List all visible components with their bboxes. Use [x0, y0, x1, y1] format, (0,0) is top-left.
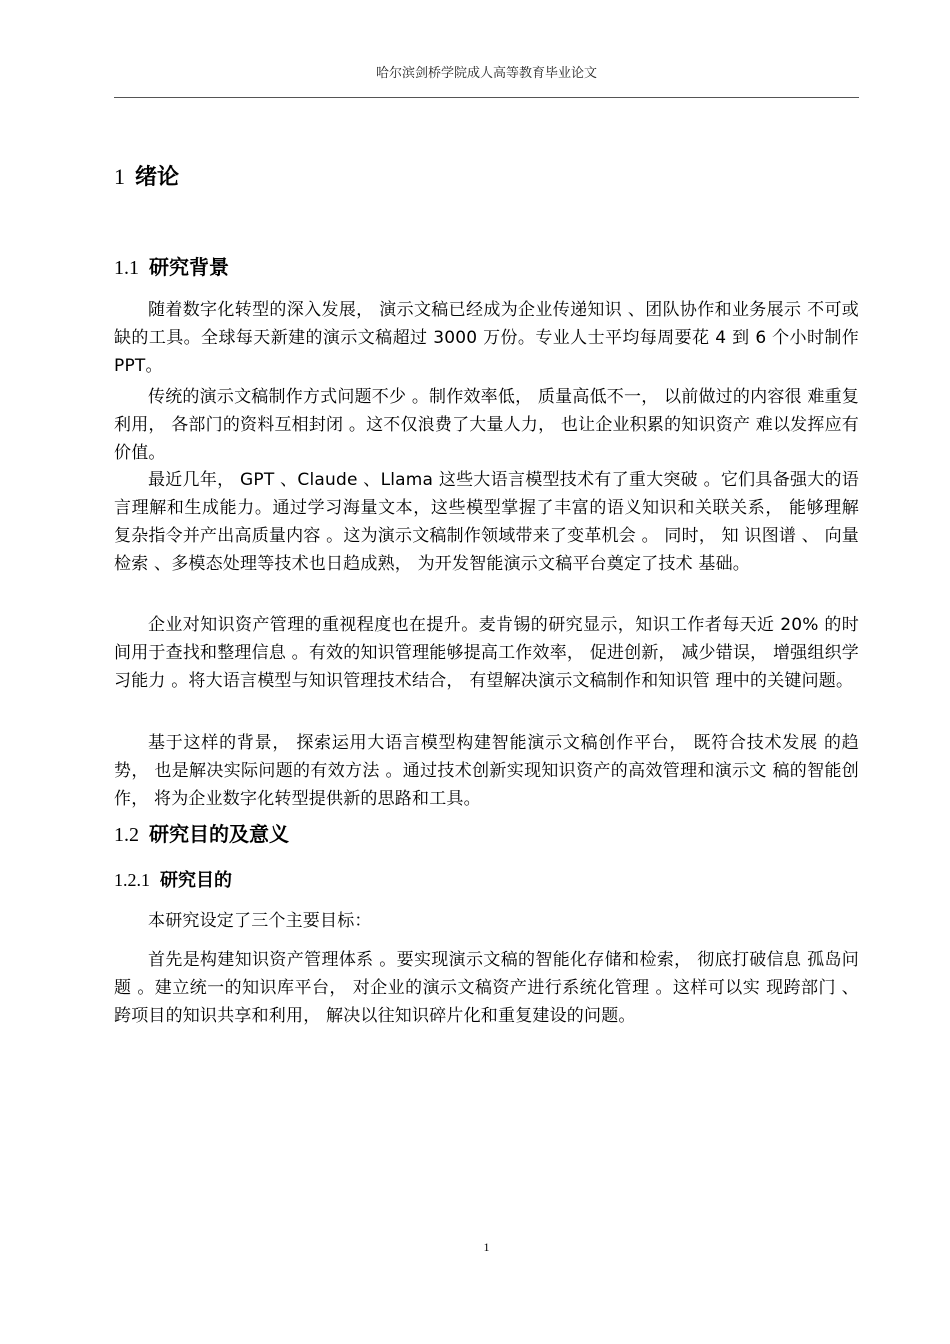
page-number: 1 [483, 1240, 490, 1254]
section-title: 研究背景 [149, 255, 229, 279]
subsection-number: 1.2.1 [114, 870, 150, 890]
paragraph: 传统的演示文稿制作方式问题不少 。制作效率低， 质量高低不一， 以前做过的内容很 难重复利用， 各部门的资料互相封闭 。这不仅浪费了大量人力， 也让企业积累的知识资产 难以发挥应有价值。 [114, 387, 859, 463]
section-number: 1.2 [114, 824, 139, 846]
paragraph: 本研究设定了三个主要目标： [148, 911, 372, 931]
subsection-title: 研究目的 [160, 870, 232, 891]
paragraph: 随着数字化转型的深入发展， 演示文稿已经成为企业传递知识 、团队协作和业务展示 不可或缺的工具。全球每天新建的演示文稿超过 3000 万份。专业人士平均每周要花 4 到 6 个小时制作 PPT。 [114, 300, 859, 376]
section-number: 1.1 [114, 257, 139, 279]
paragraph: 基于这样的背景， 探索运用大语言模型构建智能演示文稿创作平台， 既符合技术发展 的趋势， 也是解决实际问题的有效方法 。通过技术创新实现知识资产的高效管理和演示文 稿的智能创作， 将为企业数字化转型提供新的思路和工具。 [114, 733, 859, 809]
subsection-heading-1-2-1 [114, 866, 232, 892]
running-header: 哈尔滨剑桥学院成人高等教育毕业论文 [375, 66, 597, 81]
paragraph: 最近几年， GPT 、Claude 、Llama 这些大语言模型技术有了重大突破 。它们具备强大的语言理解和生成能力。通过学习海量文本，这些模型掌握了丰富的语义知识和关联关系， 能够理解复杂指令并产出高质量内容 。这为演示文稿制作领域带来了变革机会 。 同时， 知 识图谱 、 向量检索 、多模态处理等技术也日趋成熟， 为开发智能演示文稿平台奠定了技术 基础。 [114, 470, 859, 574]
paragraph: 首先是构建知识资产管理体系 。要实现演示文稿的智能化存储和检索， 彻底打破信息 孤岛问题 。建立统一的知识库平台， 对企业的演示文稿资产进行系统化管理 。这样可以实 现跨部门 、跨项目的知识共享和利用， 解决以往知识碎片化和重复建设的问题。 [114, 950, 859, 1026]
section-heading-1-1 [114, 251, 229, 280]
paragraph: 企业对知识资产管理的重视程度也在提升。麦肯锡的研究显示，知识工作者每天近 20% 的时间用于查找和整理信息 。有效的知识管理能够提高工作效率， 促进创新， 减少错误， 增强组织学习能力 。将大语言模型与知识管理技术结合， 有望解决演示文稿制作和知识管 理中的关键问题。 [114, 615, 859, 691]
chapter-heading [114, 160, 179, 191]
section-title: 研究目的及意义 [149, 822, 289, 846]
section-heading-1-2 [114, 818, 289, 847]
chapter-title: 绪论 [135, 165, 180, 190]
chapter-number: 1 [114, 164, 125, 189]
header-divider [114, 97, 859, 98]
